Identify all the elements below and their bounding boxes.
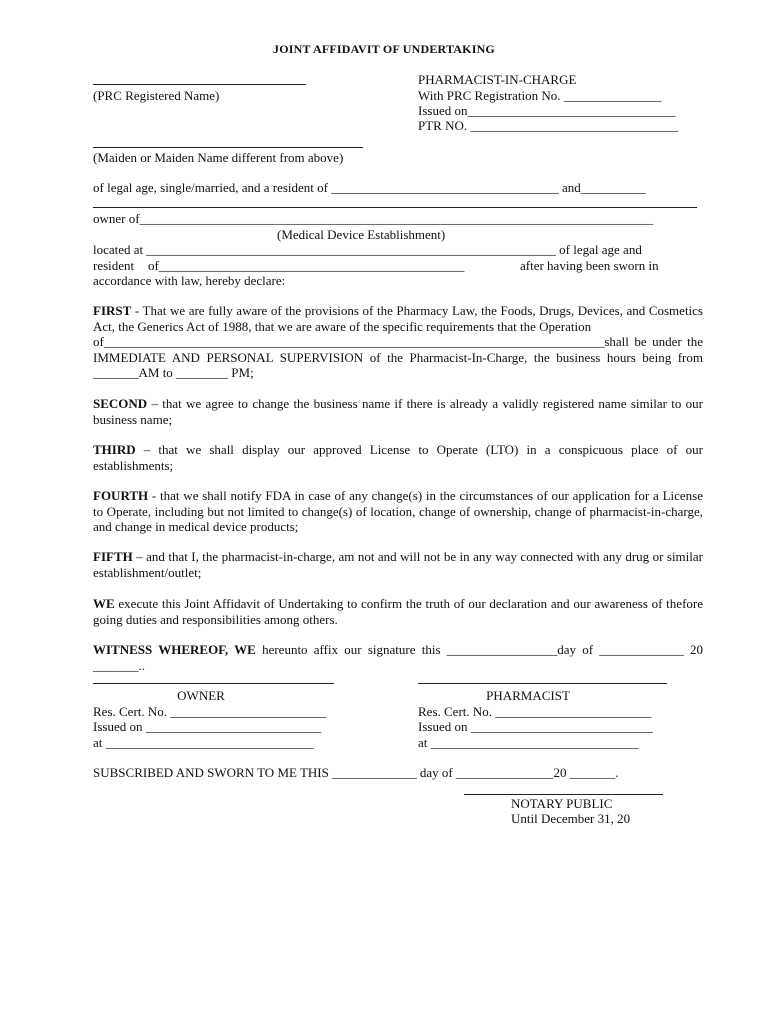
- notary-until-label: Until December 31, 20: [511, 811, 631, 826]
- fourth-paragraph: [93, 488, 703, 535]
- issued-on-field[interactable]: Issued on________________________________: [418, 103, 676, 118]
- first-heading: FIRST: [93, 303, 132, 318]
- owner-issued-on-field[interactable]: Issued on ___________________________: [93, 719, 322, 734]
- located-at-line[interactable]: located at _______________________________________________________________ of legal age and: [93, 242, 642, 257]
- we-paragraph: [93, 596, 703, 627]
- prc-name-label: (PRC Registered Name): [93, 88, 220, 103]
- first-body: - That we are fully aware of the provisions of the Pharmacy Law, the Foods, Drugs, Devices, and Cosmetics Act, the Generics Act of 1988, that we are aware of the specific requirements that the Operation: [93, 303, 703, 334]
- second-heading: SECOND: [93, 396, 148, 411]
- pharmacist-signature-line[interactable]: [418, 683, 667, 684]
- witness-heading: WITNESS WHEREOF, WE: [93, 642, 256, 657]
- owner-of-line[interactable]: owner of_______________________________________________________________________________: [93, 211, 654, 226]
- witness-body[interactable]: hereunto affix our signature this _________________day of _____________ 20 _______..: [93, 642, 704, 673]
- residence-line[interactable]: of legal age, single/married, and a resident of ___________________________________ and__________: [93, 180, 646, 195]
- pharmacist-issued-on-field[interactable]: Issued on ____________________________: [418, 719, 653, 734]
- pharmacist-res-cert-field[interactable]: Res. Cert. No. ________________________: [418, 704, 652, 719]
- prc-name-line[interactable]: [93, 84, 306, 85]
- owner-signature-line[interactable]: [93, 683, 334, 684]
- pharmacist-in-charge-title: PHARMACIST-IN-CHARGE: [418, 72, 577, 87]
- third-body: – that we shall display our approved License to Operate (LTO) in a conspicuous place of our establishments;: [93, 442, 703, 473]
- first-of-line[interactable]: of_____________________________________________________________________________shall be: [93, 334, 647, 349]
- fifth-paragraph: [93, 549, 703, 580]
- declare-line: accordance with law, hereby declare:: [93, 273, 286, 288]
- ptr-no-field[interactable]: PTR NO. ________________________________: [418, 118, 679, 133]
- owner-label: OWNER: [177, 688, 225, 703]
- pharmacist-label: PHARMACIST: [486, 688, 570, 703]
- pharmacist-at-field[interactable]: at ________________________________: [418, 735, 639, 750]
- we-heading: WE: [93, 596, 115, 611]
- fifth-body: – and that I, the pharmacist-in-charge, am not and will not be in any way connected with any drug or similar establishment/outlet;: [93, 549, 703, 580]
- third-heading: THIRD: [93, 442, 136, 457]
- first-paragraph: [93, 303, 703, 381]
- second-paragraph: [93, 396, 703, 427]
- second-body: – that we agree to change the business name if there is already a validly registered name similar to our business name;: [93, 396, 703, 427]
- resident-of-word: resident: [93, 258, 135, 273]
- owner-at-field[interactable]: at ________________________________: [93, 735, 314, 750]
- resident-of-tail: after having been sworn in: [520, 258, 659, 273]
- resident-of-field[interactable]: of_______________________________________________: [148, 258, 465, 273]
- maiden-name-label: (Maiden or Maiden Name different from above): [93, 150, 344, 165]
- we-body: execute this Joint Affidavit of Undertaking to confirm the truth of our declaration and our awareness of thefore going duties and responsibilities among others.: [93, 596, 703, 627]
- fourth-heading: FOURTH: [93, 488, 149, 503]
- document-title: JOINT AFFIDAVIT OF UNDERTAKING: [273, 42, 495, 56]
- owner-res-cert-field[interactable]: Res. Cert. No. ________________________: [93, 704, 327, 719]
- blank-full-line[interactable]: [93, 207, 697, 208]
- notary-signature-line[interactable]: [464, 794, 663, 795]
- subscribed-sworn-line[interactable]: SUBSCRIBED AND SWORN TO ME THIS _____________ day of _______________20 _______.: [93, 765, 619, 780]
- maiden-name-line[interactable]: [93, 147, 363, 148]
- fourth-body: - that we shall notify FDA in case of any change(s) in the circumstances of our application for a License to Operate, including but not limited to change(s) of location, change of ownership, change of pharmacist-in-charge, and change in medical device products;: [93, 488, 703, 534]
- establishment-label: (Medical Device Establishment): [277, 227, 446, 242]
- fifth-heading: FIFTH: [93, 549, 133, 564]
- witness-paragraph: [93, 642, 703, 673]
- third-paragraph: [93, 442, 703, 473]
- first-body-cont: under the IMMEDIATE AND PERSONAL SUPERVISION of the Pharmacist-In-Charge, the business hours being from _______AM to ________ PM;: [93, 334, 703, 380]
- notary-public-label: NOTARY PUBLIC: [511, 796, 613, 811]
- prc-registration-field[interactable]: With PRC Registration No. _______________: [418, 88, 662, 103]
